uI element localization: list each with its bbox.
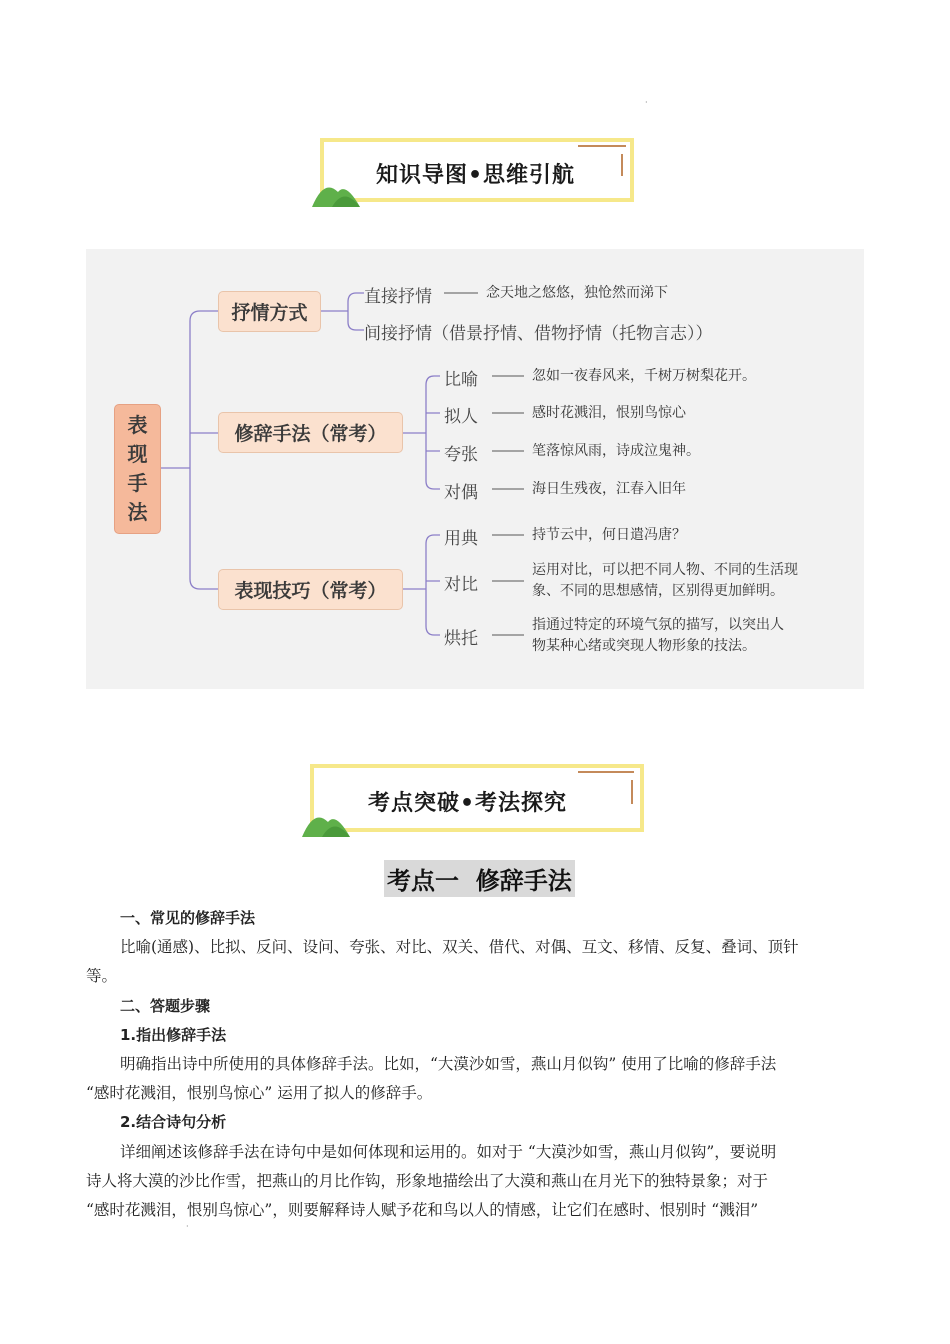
branch-node: 表现技巧（常考） [218, 569, 403, 610]
banner-decoration [631, 780, 633, 804]
subheading: 1.指出修辞手法 [120, 1026, 227, 1044]
branch-node: 抒情方式 [218, 291, 321, 332]
paragraph-line: 等。 [86, 967, 118, 985]
paragraph-line: “感时花溅泪，恨别鸟惊心”，则要解释诗人赋予花和鸟以人的情感，让它们在感时、恨别时 “溅泪” [86, 1201, 759, 1219]
mind-map [86, 249, 864, 689]
example-line: 物某种心绪或突现人物形象的技法。 [532, 638, 756, 654]
mind-map-item: 间接抒情（借景抒情、借物抒情（托物言志）） [364, 324, 713, 344]
banner-title: 考点突破•考法探究 [368, 791, 568, 816]
section-heading: 考点一 修辞手法 [384, 860, 575, 897]
subheading: 二、答题步骤 [120, 997, 211, 1015]
hill-icon [310, 176, 365, 208]
mind-map-item: 对比 [444, 575, 478, 595]
example-line: 念天地之悠悠，独怆然而涕下 [486, 285, 668, 301]
page-mark: · [645, 98, 648, 107]
root-char: 表 [127, 413, 148, 437]
example-line: 持节云中，何日遣冯唐？ [532, 527, 686, 543]
banner-decoration [578, 771, 634, 773]
root-char: 法 [127, 500, 148, 524]
mind-map-item: 对偶 [444, 483, 478, 503]
mind-map-item: 用典 [444, 529, 478, 549]
banner-decoration [578, 145, 626, 147]
branch-node: 修辞手法（常考） [218, 412, 403, 453]
mind-map-item: 夸张 [444, 445, 478, 465]
subheading: 一、常见的修辞手法 [120, 909, 256, 927]
mind-map-example [532, 615, 784, 657]
example-line: 忽如一夜春风来，千树万树梨花开。 [532, 368, 756, 384]
mind-map-example [532, 525, 686, 546]
mind-map-example [532, 479, 686, 500]
mind-map-example [532, 560, 798, 602]
root-char: 现 [127, 442, 148, 466]
example-line: 象、不同的思想感情，区别得更加鲜明。 [532, 583, 784, 599]
root-char: 手 [127, 471, 148, 495]
mind-map-item: 比喻 [444, 370, 478, 390]
page-mark: · [186, 1222, 189, 1231]
banner-exam-points [300, 762, 650, 840]
banner-title: 知识导图•思维引航 [376, 163, 576, 188]
mind-map-item: 烘托 [444, 629, 478, 649]
example-line: 指通过特定的环境气氛的描写，以突出人 [532, 617, 784, 633]
banner-mind-map [310, 136, 640, 211]
example-line: 感时花溅泪，恨别鸟惊心 [532, 405, 686, 421]
mind-map-example [486, 283, 668, 304]
mind-map-example [532, 441, 700, 462]
example-line: 海日生残夜，江春入旧年 [532, 481, 686, 497]
mind-map-item: 直接抒情 [364, 287, 432, 307]
paragraph-line: 诗人将大漠的沙比作雪，把燕山的月比作钩，形象地描绘出了大漠和燕山在月光下的独特景象；对于 [86, 1172, 769, 1190]
root-node [114, 404, 161, 534]
paragraph-line: 明确指出诗中所使用的具体修辞手法。比如，“大漠沙如雪，燕山月似钩” 使用了比喻的修辞手法 [120, 1055, 777, 1073]
paragraph-line: 比喻(通感)、比拟、反问、设问、夸张、对比、双关、借代、对偶、互文、移情、反复、叠词、顶针 [120, 938, 799, 956]
hill-icon [300, 806, 355, 838]
subheading: 2.结合诗句分析 [120, 1113, 227, 1131]
mind-map-item: 拟人 [444, 407, 478, 427]
mind-map-example [532, 366, 756, 387]
banner-decoration [621, 154, 623, 176]
mind-map-example [532, 403, 686, 424]
example-line: 笔落惊风雨，诗成泣鬼神。 [532, 443, 700, 459]
paragraph-line: 详细阐述该修辞手法在诗句中是如何体现和运用的。如对于 “大漠沙如雪，燕山月似钩”，要说明 [120, 1143, 777, 1161]
paragraph-line: “感时花溅泪，恨别鸟惊心” 运用了拟人的修辞手。 [86, 1084, 433, 1102]
example-line: 运用对比，可以把不同人物、不同的生活现 [532, 562, 798, 578]
